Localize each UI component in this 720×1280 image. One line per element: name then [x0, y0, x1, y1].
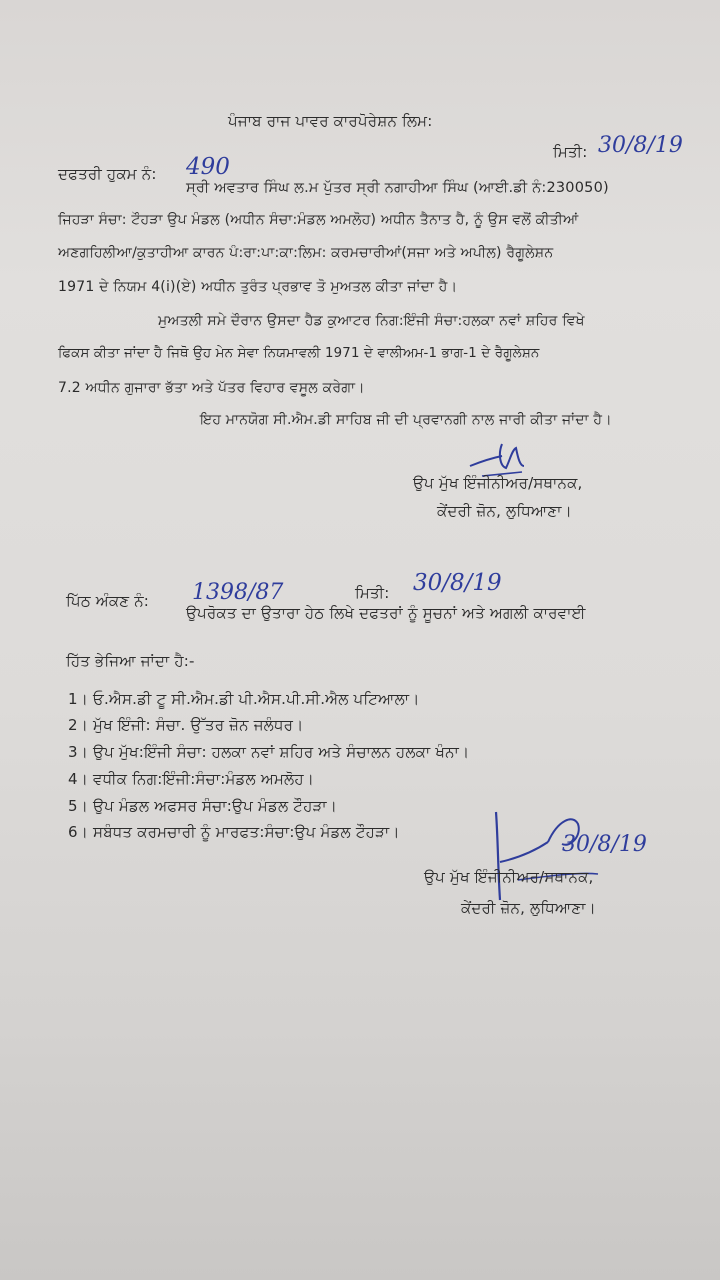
distribution-item-1: 1। ਓ.ਐਸ.ਡੀ ਟੂ ਸੀ.ਐਮ.ਡੀ ਪੀ.ਐਸ.ਪੀ.ਸੀ.ਐਲ ਪਟਿਆਲਾ।: [68, 690, 420, 708]
signature-date: 30/8/19: [562, 832, 647, 857]
handwritten-order-number: 490: [186, 154, 230, 180]
signatory-title-1: ਉਪ ਮੁੱਖ ਇੰਜੀਨੀਅਰ/ਸਥਾਨਕ,: [413, 474, 583, 492]
signatory-zone-2: ਕੇਂਦਰੀ ਜ਼ੋਨ, ਲੁਧਿਆਣਾ।: [461, 899, 596, 917]
body-line-4: 1971 ਦੇ ਨਿਯਮ 4(i)(ਏ) ਅਧੀਨ ਤੁਰੰਤ ਪ੍ਰਭਾਵ ਤੋ ਮੁਅਤਲ ਕੀਤਾ ਜਾਂਦਾ ਹੈ।: [58, 279, 458, 295]
body-line-3: ਅਣਗਹਿਲੀਆ/ਕੁਤਾਹੀਆ ਕਾਰਨ ਪੰ:ਰਾ:ਪਾ:ਕਾ:ਲਿਮ: ਕਰਮਚਾਰੀਆਂ(ਸਜਾ ਅਤੇ ਅਪੀਲ) ਰੈਗੂਲੇਸ਼ਨ: [58, 245, 554, 261]
handwritten-endorsement-date: 30/8/19: [413, 570, 502, 596]
distribution-item-6: 6। ਸਬੰਧਤ ਕਰਮਚਾਰੀ ਨੂੰ ਮਾਰਫਤ:ਸੰਚਾ:ਉਪ ਮੰਡਲ ਟੌਹੜਾ।: [68, 823, 400, 841]
body-line-8: ਇਹ ਮਾਨਯੋਗ ਸੀ.ਐਮ.ਡੀ ਸਾਹਿਬ ਜੀ ਦੀ ਪ੍ਰਵਾਨਗੀ ਨਾਲ ਜਾਰੀ ਕੀਤਾ ਜਾਂਦਾ ਹੈ।: [200, 412, 612, 428]
distribution-item-5: 5। ਉਪ ਮੰਡਲ ਅਫਸਰ ਸੰਚਾ:ਉਪ ਮੰਡਲ ਟੌਹੜਾ।: [68, 797, 338, 815]
distribution-item-2: 2। ਮੁੱਖ ਇੰਜੀ: ਸੰਚਾ. ਉੱਤਰ ਜ਼ੋਨ ਜਲੰਧਰ।: [68, 716, 304, 734]
endorsement-date-label: ਮਿਤੀ:: [355, 584, 390, 602]
body-line-2: ਜਿਹੜਾ ਸੰਚਾ: ਟੌਹੜਾ ਉਪ ਮੰਡਲ (ਅਧੀਨ ਸੰਚਾ:ਮੰਡਲ ਅਮਲੋਹ) ਅਧੀਨ ਤੈਨਾਤ ਹੈ, ਨੂੰ ਉਸ ਵਲੋਂ ਕੀਤੀਆਂ: [58, 212, 579, 228]
body-line-5: ਮੁਅਤਲੀ ਸਮੇ ਦੌਰਾਨ ਉਸਦਾ ਹੈਡ ਕੁਆਟਰ ਨਿਗ:ਇੰਜੀ ਸੰਚਾ:ਹਲਕਾ ਨਵਾਂ ਸ਼ਹਿਰ ਵਿਖੇ: [158, 313, 585, 329]
endorsement-intro-line-2: ਹਿੱਤ ਭੇਜਿਆ ਜਾਂਦਾ ਹੈ:-: [66, 652, 195, 670]
signatory-title-2: ਉਪ ਮੁੱਖ ਇੰਜੀਨੀਅਰ/ਸਥਾਨਕ,: [424, 868, 594, 886]
body-line-1: ਸ੍ਰੀ ਅਵਤਾਰ ਸਿੰਘ ਲ.ਮ ਪੁੱਤਰ ਸ੍ਰੀ ਨਗਾਹੀਆ ਸਿੰਘ (ਆਈ.ਡੀ ਨੰ:230050): [186, 180, 609, 196]
endorsement-number-label: ਪਿੱਠ ਅੰਕਣ ਨੰ:: [66, 592, 150, 610]
body-line-6: ਫਿਕਸ ਕੀਤਾ ਜਾਂਦਾ ਹੈ ਜਿਥੋ ਉਹ ਮੇਨ ਸੇਵਾ ਨਿਯਮਾਵਲੀ 1971 ਦੇ ਵਾਲੀਅਮ-1 ਭਾਗ-1 ਦੇ ਰੈਗੂਲੇਸ਼ਨ: [58, 346, 540, 361]
signatory-zone-1: ਕੇਂਦਰੀ ਜ਼ੋਨ, ਲੁਧਿਆਣਾ।: [437, 502, 572, 520]
office-order-label: ਦਫਤਰੀ ਹੁਕਮ ਨੰ:: [58, 165, 157, 183]
distribution-item-3: 3। ਉਪ ਮੁੱਖ:ਇੰਜੀ ਸੰਚਾ: ਹਲਕਾ ਨਵਾਂ ਸ਼ਹਿਰ ਅਤੇ ਸੰਚਾਲਨ ਹਲਕਾ ਖੰਨਾ।: [68, 743, 470, 761]
body-line-7: 7.2 ਅਧੀਨ ਗੁਜਾਰਾ ਭੱਤਾ ਅਤੇ ਪੱਤਰ ਵਿਹਾਰ ਵਸੂਲ ਕਰੇਗਾ।: [58, 380, 365, 396]
handwritten-date: 30/8/19: [598, 133, 683, 158]
handwritten-endorsement-number: 1398/87: [192, 580, 284, 605]
endorsement-intro-line-1: ਉਪਰੋਕਤ ਦਾ ਉਤਾਰਾ ਹੇਠ ਲਿਖੇ ਦਫਤਰਾਂ ਨੂੰ ਸੂਚਨਾਂ ਅਤੇ ਅਗਲੀ ਕਾਰਵਾਈ: [186, 604, 586, 622]
distribution-item-4: 4। ਵਧੀਕ ਨਿਗ:ਇੰਜੀ:ਸੰਚਾ:ਮੰਡਲ ਅਮਲੋਹ।: [68, 770, 315, 788]
date-label: ਮਿਤੀ:: [553, 143, 588, 161]
organization-name: ਪੰਜਾਬ ਰਾਜ ਪਾਵਰ ਕਾਰਪੋਰੇਸ਼ਨ ਲਿਮ:: [228, 112, 433, 130]
